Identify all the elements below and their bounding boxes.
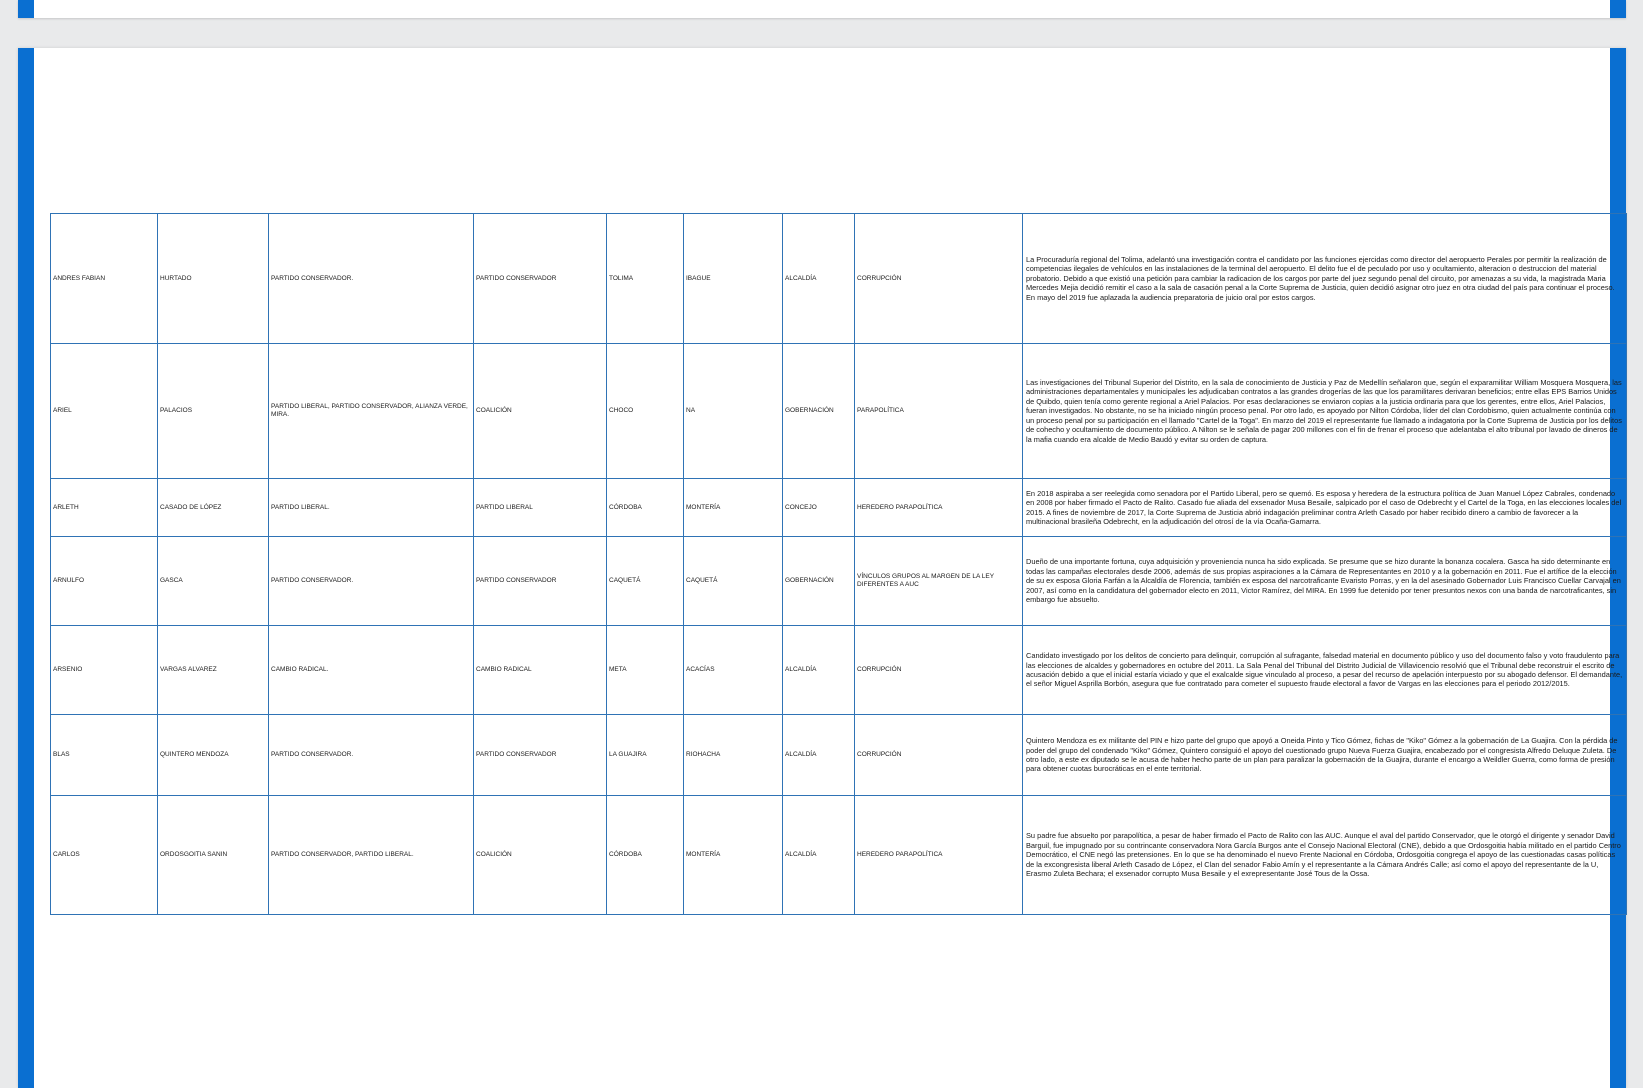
cell-departamento: LA GUAJIRA	[607, 715, 684, 796]
cell-departamento: CHOCO	[607, 344, 684, 479]
cell-cargo: ALCALDÍA	[783, 214, 855, 344]
cell-municipio: MONTERÍA	[684, 796, 783, 915]
cell-descripcion: Candidato investigado por los delitos de concierto para delinquir, corrupción al sufragante, falsedad material en documento público y uso del documento falso y voto fraudulento para las elecciones de alcaldes y gobernadores en octubre del 2011. La Sala Penal del Tribunal del Distrito Judicial de Villavicencio resolvió que el Tribunal debe reconstruir el escrito de acusación debido a que el inicial estaría viciado y que el exalcalde sigue vinculado al proceso, a pesar del recurso de apelación interpuesto por su abogado defensor. El demandante, el señor Miguel Asprilla Borbón, asegura que fue contratado para cometer el supuesto fraude electoral a favor de Vargas en las elecciones para el periodo 2012/2015.	[1023, 626, 1627, 715]
cell-apellido: HURTADO	[158, 214, 269, 344]
cell-municipio: RIOHACHA	[684, 715, 783, 796]
cell-cargo: ALCALDÍA	[783, 715, 855, 796]
cell-cuestionamiento: PARAPOLÍTICA	[855, 344, 1023, 479]
cell-cuestionamiento: CORRUPCIÓN	[855, 626, 1023, 715]
cell-descripcion: Las investigaciones del Tribunal Superior del Distrito, en la sala de conocimiento de Justicia y Paz de Medellín señalaron que, según el exparamilitar William Mosquera Mosquera, las administraciones departamentales y municipales les adjudicaban contratos a las grandes drogerías de las que los paramilitares derivaran beneficios; entre ellas EPS Barrios Unidos de Quibdo, quien tenía como gerente regional a Ariel Palacios. Por esas declaraciones se enviaron copias a la justicia ordinaria para que los gerentes, entre ellos, Ariel Palacios, fueran investigados. No obstante, no se ha iniciado ningún proceso penal. Por otro lado, es apoyado por Nilton Córdoba, líder del clan Cordobismo, quien actualmente continúa con un proceso penal por su participación en el llamado "Cartel de la Toga". En marzo del 2019 el representante fue llamado a indagatoria por la Corte Suprema de Justicia por los delitos de cohecho y ocultamiento de documento público. A Nilton se le señala de pagar 200 millones con el fin de frenar el proceso que adelantaba el alto tribunal por lavado de dineros de la mafia cuando era alcalde de Medio Baudó y evitar su orden de captura.	[1023, 344, 1627, 479]
cell-cuestionamiento: CORRUPCIÓN	[855, 214, 1023, 344]
table-row	[51, 214, 1627, 344]
cell-partido: PARTIDO CONSERVADOR.	[269, 214, 474, 344]
cell-cuestionamiento: VÍNCULOS GRUPOS AL MARGEN DE LA LEY DIFERENTES A AUC	[855, 537, 1023, 626]
cell-cuestionamiento: HEREDERO PARAPOLÍTICA	[855, 796, 1023, 915]
cell-municipio: MONTERÍA	[684, 479, 783, 537]
cell-partido: PARTIDO CONSERVADOR, PARTIDO LIBERAL.	[269, 796, 474, 915]
table-row	[51, 344, 1627, 479]
cell-apellido: GASCA	[158, 537, 269, 626]
cell-departamento: CÓRDOBA	[607, 479, 684, 537]
cell-aval: PARTIDO CONSERVADOR	[474, 715, 607, 796]
cell-apellido: VARGAS ALVAREZ	[158, 626, 269, 715]
cell-apellido: PALACIOS	[158, 344, 269, 479]
cell-cargo: GOBERNACIÓN	[783, 537, 855, 626]
table-row	[51, 479, 1627, 537]
cell-municipio: NA	[684, 344, 783, 479]
cell-aval: PARTIDO CONSERVADOR	[474, 214, 607, 344]
cell-cargo: CONCEJO	[783, 479, 855, 537]
cell-municipio: CAQUETÁ	[684, 537, 783, 626]
cell-cargo: GOBERNACIÓN	[783, 344, 855, 479]
cell-apellido: QUINTERO MENDOZA	[158, 715, 269, 796]
cell-nombre: CARLOS	[51, 796, 158, 915]
cell-aval: COALICIÓN	[474, 344, 607, 479]
cell-descripcion: Quintero Mendoza es ex militante del PIN e hizo parte del grupo que apoyó a Oneida Pinto y Tico Gómez, fichas de "Kiko" Gómez a la gobernación de La Guajira. Con la pérdida de poder del grupo del condenado "Kiko" Gómez, Quintero consiguió el apoyo del cuestionado grupo Nueva Fuerza Guajira, encabezado por el congresista Alfredo Deluque Zuleta. De otro lado, a este ex diputado se le acusa de haber hecho parte de un plan para paralizar la gobernación de la Guajira, durante el encargo a Weildler Guerra, como forma de presión para obtener cuotas burocráticas en el ente territorial.	[1023, 715, 1627, 796]
cell-nombre: ARNULFO	[51, 537, 158, 626]
cell-descripcion: Dueño de una importante fortuna, cuya adquisición y proveniencia nunca ha sido explicada. Se presume que se hizo durante la bonanza cocalera. Gasca ha sido determinante en todas las campañas electorales desde 2006, además de sus propias aspiraciones a la Cámara de Representantes en 2010 y a la gobernación en 2011. Fue el artífice de la elección de su ex esposa Gloria Farfán a la Alcaldía de Florencia, también ex esposa del narcotraficante Evaristo Porras, y en la del asesinado Gobernador Luis Francisco Cuellar Carvajal en 2007, así como en la candidatura del gobernador electo en 2011, Victor Ramírez, del MIRA. En 1999 fue detenido por tener presuntos nexos con una banda de narcotraficantes, sin embargo fue absuelto.	[1023, 537, 1627, 626]
cell-partido: PARTIDO CONSERVADOR.	[269, 537, 474, 626]
cell-apellido: CASADO DE LÓPEZ	[158, 479, 269, 537]
cell-nombre: BLAS	[51, 715, 158, 796]
cell-aval: COALICIÓN	[474, 796, 607, 915]
cell-departamento: TOLIMA	[607, 214, 684, 344]
cell-cuestionamiento: CORRUPCIÓN	[855, 715, 1023, 796]
table-row	[51, 796, 1627, 915]
cell-apellido: ORDOSGOITIA SANIN	[158, 796, 269, 915]
cell-nombre: ARIEL	[51, 344, 158, 479]
cell-cuestionamiento: HEREDERO PARAPOLÍTICA	[855, 479, 1023, 537]
cell-cargo: ALCALDÍA	[783, 796, 855, 915]
cell-departamento: META	[607, 626, 684, 715]
cell-partido: PARTIDO LIBERAL.	[269, 479, 474, 537]
cell-descripcion: En 2018 aspiraba a ser reelegida como senadora por el Partido Liberal, pero se quemó. Es esposa y heredera de la estructura política de Juan Manuel López Cabrales, condenado en 2008 por haber firmado el Pacto de Ralito. Casado fue aliada del exsenador Musa Besaile, salpicado por el caso de Odebrecht y el Cartel de la Toga, en las elecciones locales del 2015. A fines de noviembre de 2017, la Corte Suprema de Justicia abrió indagación preliminar contra Arleth Casado por haber recibido dinero a cambio de favorecer a la multinacional brasileña Odebrecht, en la adjudicación del otrosí de la vía Ocaña-Gamarra.	[1023, 479, 1627, 537]
cell-nombre: ARLETH	[51, 479, 158, 537]
cell-partido: PARTIDO LIBERAL, PARTIDO CONSERVADOR, ALIANZA VERDE, MIRA.	[269, 344, 474, 479]
table-row	[51, 626, 1627, 715]
table-row	[51, 537, 1627, 626]
cell-nombre: ARSENIO	[51, 626, 158, 715]
previous-page-edge	[18, 0, 1626, 18]
cell-partido: PARTIDO CONSERVADOR.	[269, 715, 474, 796]
cell-departamento: CAQUETÁ	[607, 537, 684, 626]
cell-cargo: ALCALDÍA	[783, 626, 855, 715]
cell-aval: PARTIDO CONSERVADOR	[474, 537, 607, 626]
cell-descripcion: Su padre fue absuelto por parapolítica, a pesar de haber firmado el Pacto de Ralito con las AUC. Aunque el aval del partido Conservador, que le otorgó el dirigente y senador David Barguil, fue impugnado por su contrincante conservadora Nora García Burgos ante el Consejo Nacional Electoral (CNE), debido a que Ordosgoitia había militado en el partido Centro Democrático, el CNE negó las pretensiones. En lo que se ha denominado el nuevo Frente Nacional en Córdoba, Ordosgoitia congrega el apoyo de las cuestionadas casas políticas de la excongresista liberal Arleth Casado de López, el Clan del senador Fabio Amín y el representante a la Cámara Andrés Calle; así como el apoyo del representante de la U, Erasmo Zuleta Bechara; el exsenador corrupto Musa Besaile y el exrepresentante José Tous de la Ossa.	[1023, 796, 1627, 915]
cell-aval: CAMBIO RADICAL	[474, 626, 607, 715]
cell-nombre: ANDRES FABIAN	[51, 214, 158, 344]
cell-descripcion: La Procuraduría regional del Tolima, adelantó una investigación contra el candidato por las funciones ejercidas como director del aeropuerto Perales por permitir la realización de competencias ilegales de vehículos en las instalaciones de la terminal del aeropuerto. El delito fue el de peculado por uso y ocultamiento, alteracion o destruccion del material probatorio. Debido a que existió una petición para cambiar la radicacion de los cargos por parte del juez segundo penal del circuito, por amenazas a su vida, la magistrada Maria Mercedes Mejia decidió remitir el caso a la sala de casación penal a la Corte Suprema de Justicia, quien decidió asignar otro juez en otra ciudad del país para continuar el proceso. En mayo del 2019 fue aplazada la audiencia preparatoria de juicio oral por estos cargos.	[1023, 214, 1627, 344]
cell-partido: CAMBIO RADICAL.	[269, 626, 474, 715]
cell-municipio: ACACÍAS	[684, 626, 783, 715]
document-page	[18, 48, 1626, 1088]
cell-municipio: IBAGUE	[684, 214, 783, 344]
candidates-table	[50, 213, 1627, 915]
table-row	[51, 715, 1627, 796]
cell-departamento: CÓRDOBA	[607, 796, 684, 915]
cell-aval: PARTIDO LIBERAL	[474, 479, 607, 537]
